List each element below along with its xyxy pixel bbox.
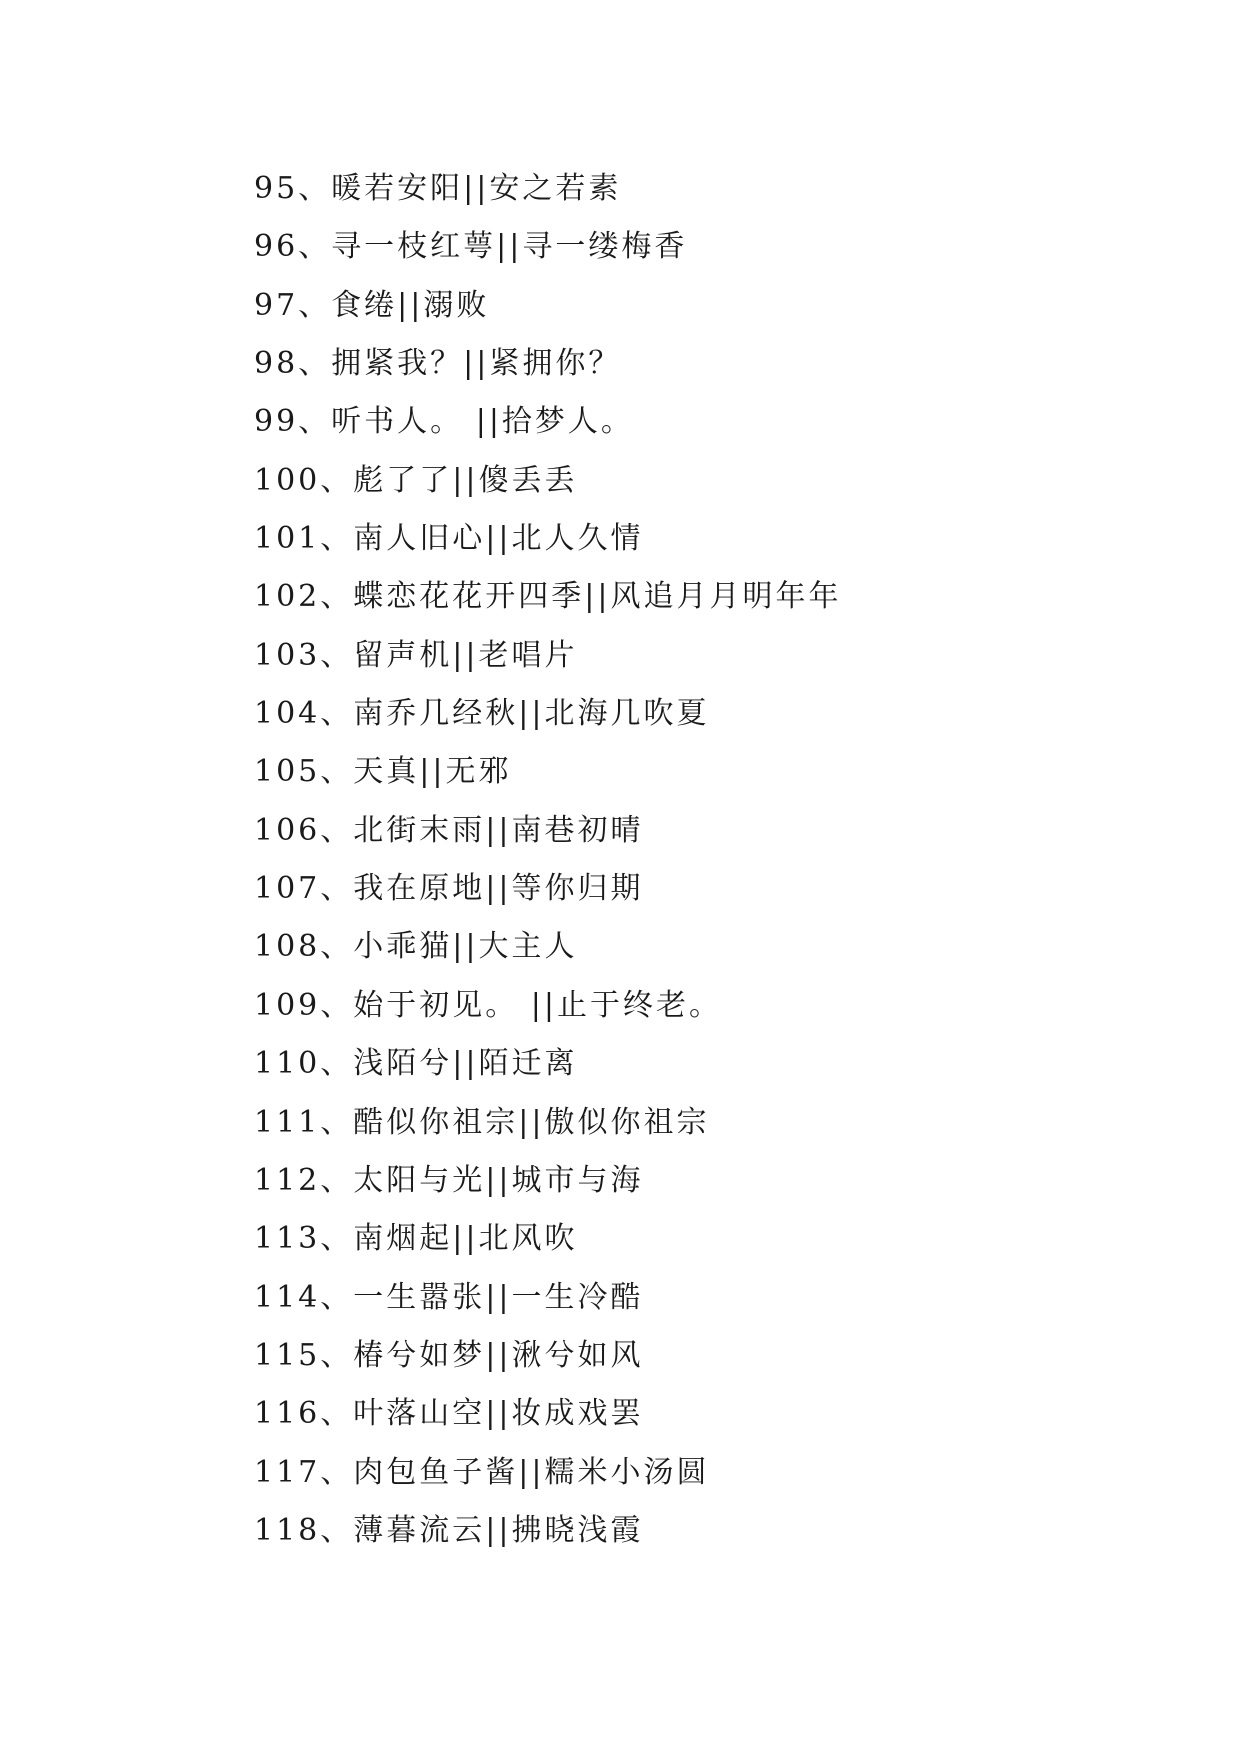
- list-item: 118、薄暮流云||拂晓浅霞: [254, 1512, 644, 1548]
- list-item: 96、寻一枝红萼||寻一缕梅香: [254, 229, 688, 265]
- list-item: 108、小乖猫||大主人: [254, 929, 578, 965]
- list-item: 109、始于初见。 ||止于终老。: [254, 987, 723, 1023]
- list-item: 116、叶落山空||妆成戏罢: [254, 1396, 644, 1432]
- list-item: 113、南烟起||北风吹: [254, 1221, 578, 1257]
- list-item: 103、留声机||老唱片: [254, 637, 578, 673]
- list-item: 110、浅陌兮||陌迁离: [254, 1046, 578, 1082]
- list-item: 104、南乔几经秋||北海几吹夏: [254, 696, 710, 732]
- list-item: 100、彪了了||傻丢丢: [254, 462, 578, 498]
- list-item: 117、肉包鱼子酱||糯米小汤圆: [254, 1454, 710, 1490]
- list-item: 101、南人旧心||北人久情: [254, 521, 644, 557]
- list-item: 114、一生嚣张||一生冷酷: [254, 1279, 644, 1315]
- list-item: 105、天真||无邪: [254, 754, 512, 790]
- list-item: 102、蝶恋花花开四季||风追月月明年年: [254, 579, 842, 615]
- list-item: 115、椿兮如梦||湫兮如风: [254, 1337, 644, 1373]
- name-pair-list: [254, 160, 841, 1560]
- list-item: 95、暖若安阳||安之若素: [254, 171, 622, 206]
- list-item: 107、我在原地||等你归期: [254, 871, 644, 907]
- list-item: 111、酷似你祖宗||傲似你祖宗: [254, 1104, 710, 1140]
- list-item: 106、北街末雨||南巷初晴: [254, 812, 644, 848]
- list-item: 97、食绻||溺败: [254, 287, 490, 323]
- list-item: 98、拥紧我？||紧拥你？: [254, 346, 622, 382]
- list-item: 99、听书人。 ||拾梦人。: [254, 404, 634, 440]
- list-item: 112、太阳与光||城市与海: [254, 1162, 644, 1198]
